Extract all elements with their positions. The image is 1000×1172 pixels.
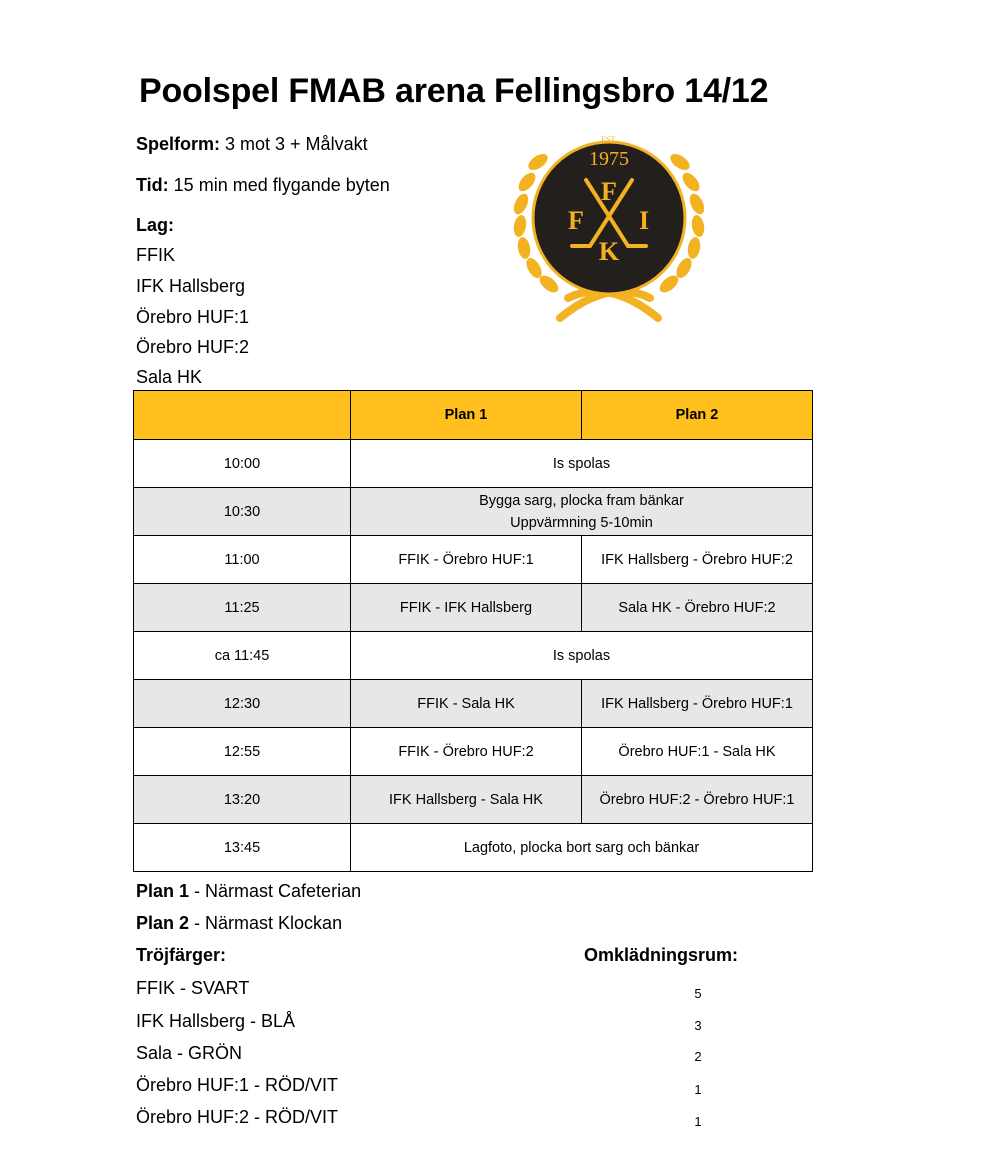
table-row	[134, 680, 813, 728]
table-row	[134, 824, 813, 872]
merged-line: Bygga sarg, plocka fram bänkar	[479, 492, 684, 509]
table-row	[134, 488, 813, 536]
tid-label: Tid:	[136, 175, 169, 195]
tid-value: 15 min med flygande byten	[168, 175, 390, 195]
team-item: IFK Hallsberg	[136, 276, 246, 296]
team-item: Örebro HUF:2	[136, 337, 250, 357]
room-number: 2	[694, 1049, 702, 1064]
plan2-cell: Örebro HUF:2 - Örebro HUF:1	[582, 776, 813, 824]
plan1-info-value: - Närmast Cafeterian	[189, 881, 362, 901]
jersey-item: IFK Hallsberg - BLÅ	[136, 1011, 296, 1031]
header-plan1: Plan 1	[351, 391, 582, 440]
plan2-info-value: - Närmast Klockan	[189, 913, 343, 933]
merged-cell: Is spolas	[351, 440, 813, 488]
time-cell: 12:30	[134, 680, 351, 728]
table-row	[134, 632, 813, 680]
jersey-item: Örebro HUF:1 - RÖD/VIT	[136, 1075, 339, 1095]
header-time	[134, 391, 351, 440]
time-cell: 12:55	[134, 728, 351, 776]
plan1-info-label: Plan 1	[136, 881, 190, 901]
room-number: 1	[694, 1114, 702, 1129]
table-row	[134, 440, 813, 488]
merged-line: Uppvärmning 5-10min	[510, 514, 653, 531]
jersey-item: Örebro HUF:2 - RÖD/VIT	[136, 1107, 339, 1127]
schedule-table	[133, 390, 813, 872]
plan1-cell: FFIK - IFK Hallsberg	[351, 584, 582, 632]
time-cell: 10:00	[134, 440, 351, 488]
spelform-label: Spelform:	[136, 134, 221, 154]
table-row	[134, 728, 813, 776]
merged-cell	[351, 488, 813, 536]
time-cell: ca 11:45	[134, 632, 351, 680]
plan2-cell: IFK Hallsberg - Örebro HUF:2	[582, 536, 813, 584]
lag-label: Lag:	[136, 215, 174, 235]
page-title: Poolspel FMAB arena Fellingsbro 14/12	[139, 72, 769, 110]
merged-cell: Is spolas	[351, 632, 813, 680]
plan2-info-label: Plan 2	[136, 913, 190, 933]
plan1-cell: FFIK - Örebro HUF:2	[351, 728, 582, 776]
logo-letter: K	[598, 237, 620, 266]
plan2-info	[136, 913, 342, 934]
plan1-cell: FFIK - Sala HK	[351, 680, 582, 728]
time-cell: 11:25	[134, 584, 351, 632]
tid-line	[136, 175, 390, 196]
logo-year: 1975	[589, 148, 629, 170]
logo-letter: F	[601, 177, 617, 206]
jersey-heading: Tröjfärger:	[136, 945, 227, 965]
table-header-row	[134, 391, 813, 440]
header-plan2: Plan 2	[582, 391, 813, 440]
rooms-heading: Omklädningsrum:	[584, 945, 739, 965]
room-number: 1	[694, 1082, 702, 1097]
plan2-cell: IFK Hallsberg - Örebro HUF:1	[582, 680, 813, 728]
table-row	[134, 776, 813, 824]
spelform-line	[136, 134, 368, 155]
logo-est: EST.	[601, 135, 617, 144]
time-cell: 13:45	[134, 824, 351, 872]
lag-line	[136, 215, 174, 236]
merged-cell: Lagfoto, plocka bort sarg och bänkar	[351, 824, 813, 872]
jersey-item: Sala - GRÖN	[136, 1043, 243, 1063]
table-row	[134, 584, 813, 632]
jersey-item: FFIK - SVART	[136, 978, 250, 998]
team-item: Sala HK	[136, 367, 203, 387]
plan1-info	[136, 881, 361, 902]
plan1-cell: IFK Hallsberg - Sala HK	[351, 776, 582, 824]
team-item: Örebro HUF:1	[136, 307, 250, 327]
time-cell: 11:00	[134, 536, 351, 584]
logo-letter: F	[568, 206, 584, 235]
room-number: 5	[694, 986, 702, 1001]
plan2-cell: Sala HK - Örebro HUF:2	[582, 584, 813, 632]
time-cell: 13:20	[134, 776, 351, 824]
plan1-cell: FFIK - Örebro HUF:1	[351, 536, 582, 584]
room-number: 3	[694, 1018, 702, 1033]
time-cell: 10:30	[134, 488, 351, 536]
plan2-cell: Örebro HUF:1 - Sala HK	[582, 728, 813, 776]
team-item: FFIK	[136, 245, 175, 265]
club-logo	[508, 118, 710, 322]
table-row	[134, 536, 813, 584]
logo-letter: I	[638, 206, 650, 235]
spelform-value: 3 mot 3 + Målvakt	[220, 134, 368, 154]
